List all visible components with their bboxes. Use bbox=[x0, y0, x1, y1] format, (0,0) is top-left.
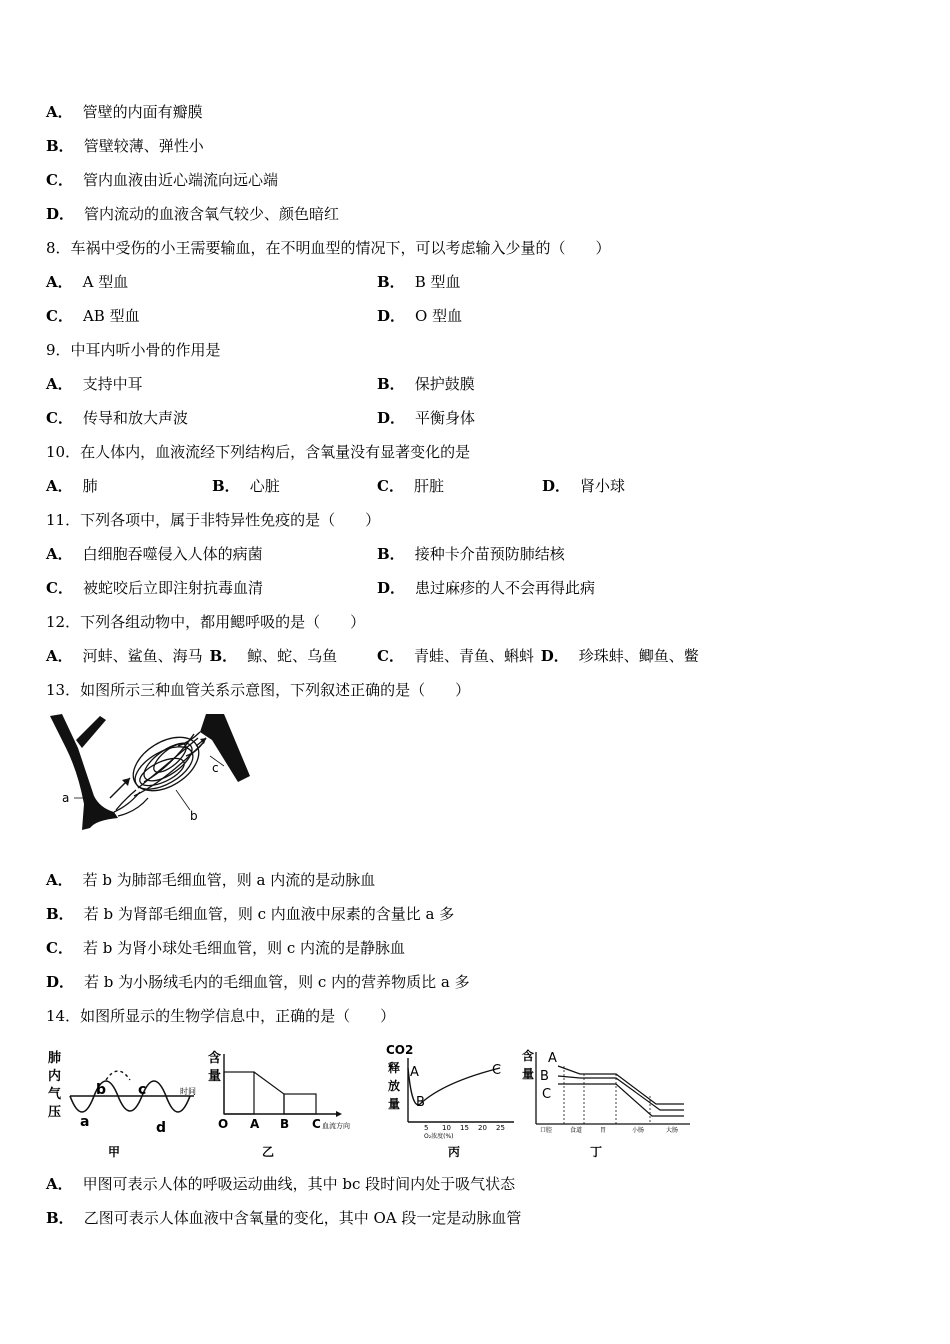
figure-yi bbox=[206, 1044, 356, 1160]
option-label: C． bbox=[377, 477, 404, 495]
option-text: 若 b 为肺部毛细血管，则 a 内流的是动脉血 bbox=[82, 871, 376, 889]
bing-point-a: A bbox=[410, 1065, 419, 1080]
option-label: D． bbox=[542, 477, 571, 495]
yi-ylabel-1: 含 bbox=[208, 1051, 222, 1066]
bing-tick-5: 5 bbox=[424, 1124, 429, 1132]
option-text: O 型血 bbox=[415, 307, 463, 325]
ding-tick-2: 食道 bbox=[570, 1127, 583, 1134]
option-label: C． bbox=[46, 939, 73, 957]
option-text: 管内血液由近心端流向远心端 bbox=[82, 171, 278, 189]
option-text: 患过麻疹的人不会再得此病 bbox=[415, 579, 596, 597]
bing-point-c: C bbox=[492, 1063, 502, 1078]
ding-ylabel-1: 含 bbox=[522, 1049, 535, 1063]
q14-option-a bbox=[46, 1174, 515, 1194]
jia-point-a: a bbox=[80, 1114, 90, 1130]
option-text: 若 b 为肾小球处毛细血管，则 c 内流的是静脉血 bbox=[82, 939, 406, 957]
option-label: D． bbox=[377, 409, 406, 427]
q11-option-c bbox=[46, 578, 263, 598]
q10-option-a bbox=[46, 476, 98, 496]
yi-tick-a: A bbox=[250, 1117, 260, 1131]
bing-ylabel-3: 量 bbox=[388, 1097, 401, 1111]
bing-caption: 丙 bbox=[448, 1145, 461, 1159]
option-label: C． bbox=[46, 409, 73, 427]
q10-option-c bbox=[377, 476, 444, 496]
bing-tick-25: 25 bbox=[496, 1124, 505, 1132]
q8-option-d bbox=[377, 306, 462, 326]
option-label: C． bbox=[377, 647, 404, 665]
yi-segment-oa bbox=[224, 1072, 254, 1114]
ding-series-a: A bbox=[548, 1051, 557, 1066]
q8-option-a bbox=[46, 272, 128, 292]
yi-ylabel-2: 量 bbox=[208, 1069, 222, 1084]
bing-tick-10: 10 bbox=[442, 1124, 451, 1132]
q9-option-a bbox=[46, 374, 143, 394]
figure-jia bbox=[46, 1044, 216, 1160]
option-text: 保护鼓膜 bbox=[414, 375, 475, 393]
option-text: 珍珠蚌、鲫鱼、鳖 bbox=[578, 647, 699, 665]
ding-series-c: C bbox=[542, 1087, 552, 1102]
ding-line-c bbox=[558, 1084, 684, 1116]
option-text: A 型血 bbox=[82, 273, 129, 291]
q10-option-d bbox=[542, 476, 625, 496]
q10-option-b bbox=[212, 476, 280, 496]
q12-options-row bbox=[46, 646, 337, 666]
option-text: 肝脏 bbox=[413, 477, 444, 495]
option-text: 被蛇咬后立即注射抗毒血清 bbox=[82, 579, 263, 597]
option-text: 管壁较薄、弹性小 bbox=[83, 137, 204, 155]
option-text: 管壁的内面有瓣膜 bbox=[82, 103, 203, 121]
option-text: B 型血 bbox=[414, 273, 461, 291]
q9-stem: 9．中耳内听小骨的作用是 bbox=[46, 341, 221, 359]
option-label: A． bbox=[46, 545, 73, 563]
q13-option-b bbox=[46, 904, 454, 924]
q13-option-c bbox=[46, 938, 405, 958]
q8-option-c bbox=[46, 306, 140, 326]
yi-tick-b: B bbox=[280, 1117, 290, 1131]
option-text: 若 b 为肾部毛细血管，则 c 内血液中尿素的含量比 a 多 bbox=[83, 905, 455, 923]
option-text: 河蚌、鲨鱼、海马 bbox=[82, 647, 203, 665]
option-label: B． bbox=[377, 375, 405, 393]
option-label: A． bbox=[46, 103, 73, 121]
option-text: 平衡身体 bbox=[415, 409, 476, 427]
jia-curve-dashed bbox=[106, 1071, 130, 1080]
option-text: 肾小球 bbox=[580, 477, 626, 495]
option-text: 接种卡介苗预防肺结核 bbox=[414, 545, 565, 563]
option-text: 青蛙、青鱼、蝌蚪 bbox=[413, 647, 534, 665]
option-label: A． bbox=[46, 647, 73, 665]
jia-ylabel-2: 内 bbox=[48, 1069, 62, 1084]
ding-line-b bbox=[558, 1076, 684, 1110]
q7-option-c bbox=[46, 170, 278, 190]
q12-stem: 12．下列各组动物中，都用鳃呼吸的是（ ） bbox=[46, 613, 366, 631]
option-label: B． bbox=[377, 273, 405, 291]
jia-xlabel: 时间 bbox=[180, 1087, 196, 1096]
option-text: 甲图可表示人体的呼吸运动曲线，其中 bc 段时间内处于吸气状态 bbox=[82, 1175, 516, 1193]
q9-option-d bbox=[377, 408, 475, 428]
jia-point-b: b bbox=[96, 1082, 107, 1098]
q10-stem: 10．在人体内，血液流经下列结构后，含氧量没有显著变化的是 bbox=[46, 443, 471, 461]
option-label: B． bbox=[212, 477, 240, 495]
yi-caption: 乙 bbox=[262, 1145, 275, 1159]
option-label: A． bbox=[46, 273, 73, 291]
option-label: D． bbox=[540, 647, 569, 665]
bing-point-b: B bbox=[416, 1095, 425, 1110]
option-text: 心脏 bbox=[249, 477, 280, 495]
option-text: 传导和放大声波 bbox=[82, 409, 188, 427]
q11-option-d bbox=[377, 578, 595, 598]
option-label: C． bbox=[46, 579, 73, 597]
jia-caption: 甲 bbox=[108, 1145, 121, 1159]
label-c: c bbox=[212, 761, 219, 775]
q7-option-d bbox=[46, 204, 339, 224]
bing-xlabel: O₂浓度(%) bbox=[424, 1133, 454, 1140]
label-a: a bbox=[62, 791, 70, 805]
option-label: A． bbox=[46, 375, 73, 393]
yi-segment-ab bbox=[254, 1072, 284, 1114]
option-label: B． bbox=[209, 647, 238, 665]
ding-tick-3: 胃 bbox=[600, 1127, 607, 1134]
q13-option-d bbox=[46, 972, 470, 992]
q13-option-a bbox=[46, 870, 375, 890]
bing-tick-15: 15 bbox=[460, 1124, 469, 1132]
option-label: B． bbox=[46, 905, 74, 923]
q9-option-b bbox=[377, 374, 475, 394]
blood-vessel-figure bbox=[48, 712, 254, 836]
figure-ding bbox=[520, 1046, 700, 1160]
option-text: 管内流动的血液含氧气较少、颜色暗红 bbox=[84, 205, 340, 223]
q9-option-c bbox=[46, 408, 188, 428]
option-label: A． bbox=[46, 477, 73, 495]
option-text: 白细胞吞噬侵入人体的病菌 bbox=[82, 545, 263, 563]
jia-point-d: d bbox=[156, 1120, 167, 1136]
option-label: D． bbox=[377, 579, 406, 597]
option-label: B． bbox=[377, 545, 405, 563]
ding-series-b: B bbox=[540, 1069, 549, 1084]
ding-line-a bbox=[558, 1066, 684, 1104]
option-label: C． bbox=[46, 307, 73, 325]
option-label: B． bbox=[46, 1209, 74, 1227]
yi-tick-o: O bbox=[218, 1117, 229, 1131]
ding-tick-4: 小肠 bbox=[632, 1127, 645, 1134]
label-b: b bbox=[190, 809, 198, 823]
option-label: D． bbox=[46, 973, 75, 991]
ding-caption: 丁 bbox=[590, 1145, 603, 1159]
q11-stem: 11．下列各项中，属于非特异性免疫的是（ ） bbox=[46, 511, 381, 529]
jia-ylabel-4: 压 bbox=[48, 1105, 62, 1120]
option-text: AB 型血 bbox=[82, 307, 140, 325]
option-label: D． bbox=[377, 307, 406, 325]
option-label: D． bbox=[46, 205, 75, 223]
option-text: 鲸、蛇、乌鱼 bbox=[247, 647, 338, 665]
ding-tick-5: 大肠 bbox=[666, 1127, 679, 1134]
q12-options-row-2 bbox=[377, 646, 699, 666]
q7-option-b bbox=[46, 136, 204, 156]
yi-xlabel: 血流方向 bbox=[322, 1122, 350, 1130]
q11-option-b bbox=[377, 544, 565, 564]
ding-ylabel-2: 量 bbox=[522, 1067, 535, 1081]
option-text: 支持中耳 bbox=[82, 375, 143, 393]
q14-option-b bbox=[46, 1208, 521, 1228]
figure-bing bbox=[384, 1040, 520, 1160]
bing-tick-20: 20 bbox=[478, 1124, 487, 1132]
bing-title: CO2 bbox=[386, 1043, 414, 1057]
option-text: 肺 bbox=[82, 477, 98, 495]
option-text: 若 b 为小肠绒毛内的毛细血管，则 c 内的营养物质比 a 多 bbox=[84, 973, 470, 991]
bing-ylabel-2: 放 bbox=[388, 1079, 401, 1093]
option-label: B． bbox=[46, 137, 74, 155]
yi-segment-bc bbox=[284, 1094, 316, 1114]
option-text: 乙图可表示人体血液中含氧量的变化，其中 OA 段一定是动脉血管 bbox=[83, 1209, 522, 1227]
q7-option-a bbox=[46, 102, 203, 122]
yi-tick-c: C bbox=[312, 1117, 321, 1131]
option-label: A． bbox=[46, 1175, 73, 1193]
q8-option-b bbox=[377, 272, 460, 292]
q11-option-a bbox=[46, 544, 263, 564]
q13-stem: 13．如图所示三种血管关系示意图，下列叙述正确的是（ ） bbox=[46, 681, 471, 699]
q14-stem: 14．如图所显示的生物学信息中，正确的是（ ） bbox=[46, 1007, 396, 1025]
option-label: A． bbox=[46, 871, 73, 889]
jia-ylabel-3: 气 bbox=[48, 1087, 62, 1102]
option-label: C． bbox=[46, 171, 73, 189]
bing-ylabel-1: 释 bbox=[388, 1061, 401, 1075]
ding-tick-1: 口腔 bbox=[540, 1127, 553, 1134]
jia-point-c: c bbox=[138, 1082, 147, 1098]
jia-ylabel-1: 肺 bbox=[48, 1051, 62, 1066]
q8-stem: 8．车祸中受伤的小王需要输血，在不明血型的情况下，可以考虑输入少量的（ ） bbox=[46, 239, 611, 257]
